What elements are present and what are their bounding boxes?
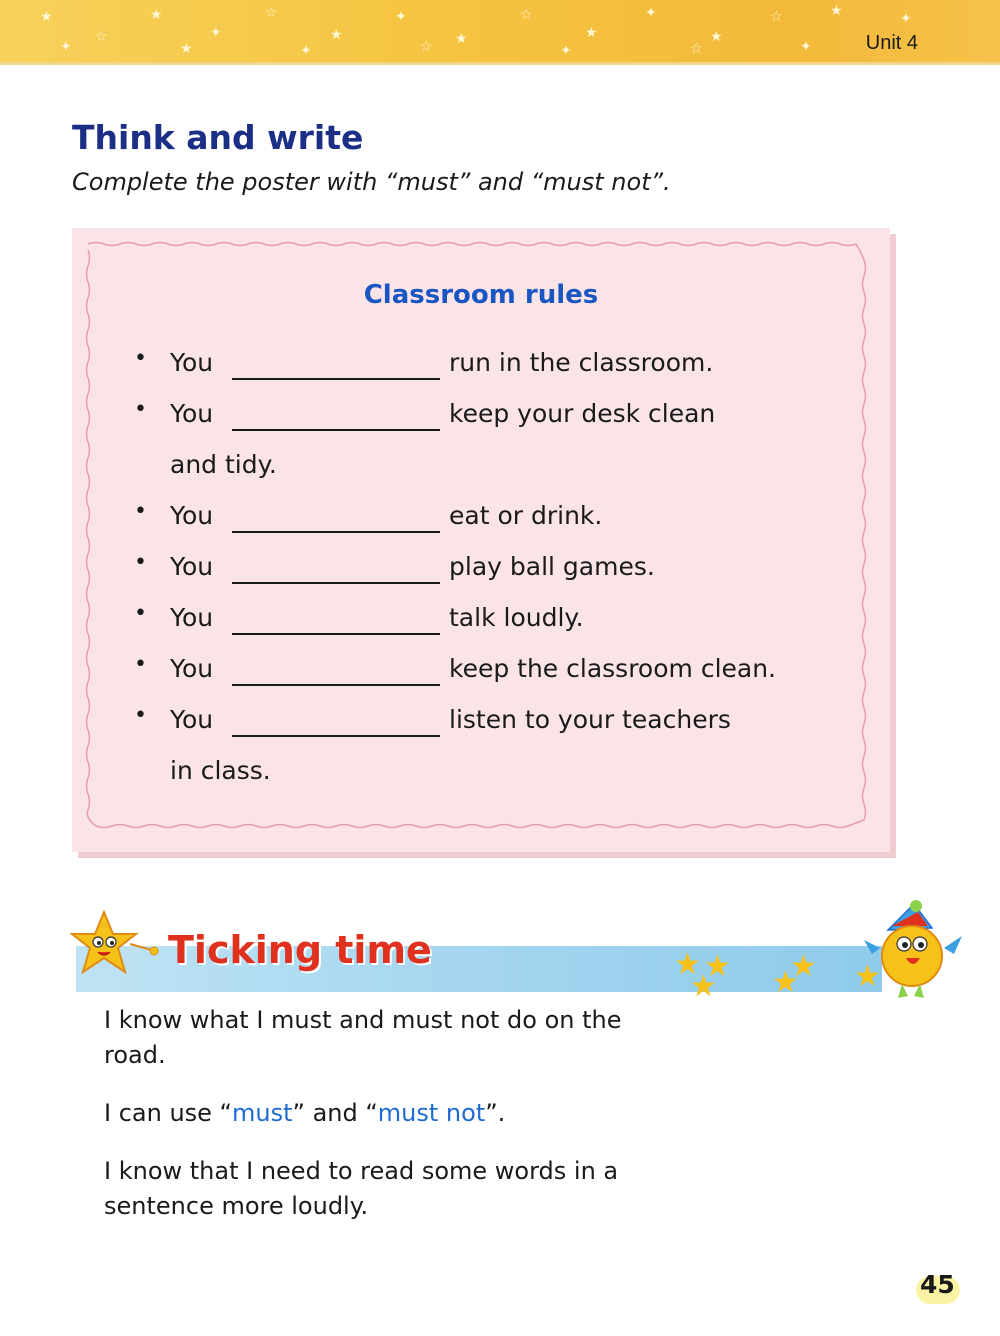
rule-text: run in the classroom. — [449, 348, 714, 377]
ticking-item-text: ”. — [485, 1099, 506, 1127]
classroom-rules-poster — [72, 228, 890, 852]
rule-subject: You — [170, 501, 214, 530]
rule-subject: You — [170, 399, 214, 428]
ticking-time-title: Ticking time — [168, 928, 432, 972]
bullet: • — [134, 601, 147, 626]
unit-label: Unit 4 — [865, 32, 918, 54]
rule-text: keep your desk clean — [449, 399, 716, 428]
rule-continuation: and tidy. — [170, 450, 277, 479]
rule-row — [72, 654, 890, 688]
rule-row — [72, 603, 890, 637]
rule-subject: You — [170, 603, 214, 632]
rule-text: talk loudly. — [449, 603, 584, 632]
bullet: • — [134, 346, 147, 371]
section-title: Think and write — [72, 118, 364, 157]
answer-blank[interactable] — [232, 633, 440, 635]
rule-row — [72, 501, 890, 535]
star-icon: ★ — [854, 959, 881, 994]
star-mascot-icon — [70, 910, 160, 980]
ticking-item: I know that I need to read some words in a sentence more loudly. — [104, 1157, 619, 1220]
answer-blank[interactable] — [232, 735, 440, 737]
rule-subject: You — [170, 705, 214, 734]
bullet: • — [134, 397, 147, 422]
rule-row — [72, 552, 890, 586]
ticking-item-text: ” and “ — [292, 1099, 378, 1127]
rule-text: keep the classroom clean. — [449, 654, 777, 683]
rule-text: listen to your teachers — [449, 705, 731, 734]
rule-row — [72, 348, 890, 382]
highlight-word: must not — [377, 1099, 486, 1127]
rule-text: eat or drink. — [449, 501, 603, 530]
bullet: • — [134, 550, 147, 575]
star-icon: ★ — [674, 947, 701, 982]
ticking-item-text: I can use “ — [104, 1099, 232, 1127]
page-number: 45 — [920, 1270, 955, 1299]
ticking-item: I know what I must and must not do on the road. — [104, 1006, 622, 1069]
ticking-item — [104, 1096, 684, 1131]
answer-blank[interactable] — [232, 582, 440, 584]
rule-row — [72, 399, 890, 433]
bullet: • — [134, 652, 147, 677]
bullet: • — [134, 703, 147, 728]
poster-title: Classroom rules — [363, 280, 599, 310]
star-icon: ★ — [772, 965, 799, 1000]
instruction-text: Complete the poster with “must” and “must not”. — [72, 168, 671, 196]
rule-subject: You — [170, 552, 214, 581]
answer-blank[interactable] — [232, 378, 440, 380]
rule-subject: You — [170, 654, 214, 683]
answer-blank[interactable] — [232, 684, 440, 686]
header-banner: ★ ☆ ★ ✦ ☆ ★ ✦ ★ ☆ ★ ✦ ★ ☆ ★ ✦ ✦ ★ ✦ ☆ ✦ ☆ ✦ — [0, 0, 1000, 65]
star-icon: ★ — [704, 949, 731, 984]
answer-blank[interactable] — [232, 531, 440, 533]
bird-mascot-icon — [858, 900, 968, 1004]
answer-blank[interactable] — [232, 429, 440, 431]
star-icon: ★ — [790, 949, 817, 984]
rule-continuation: in class. — [170, 756, 271, 785]
highlight-word: must — [232, 1099, 293, 1127]
star-icon: ★ — [690, 969, 717, 1004]
rule-subject: You — [170, 348, 214, 377]
rule-text: play ball games. — [449, 552, 655, 581]
bullet: • — [134, 499, 147, 524]
rule-row — [72, 705, 890, 739]
